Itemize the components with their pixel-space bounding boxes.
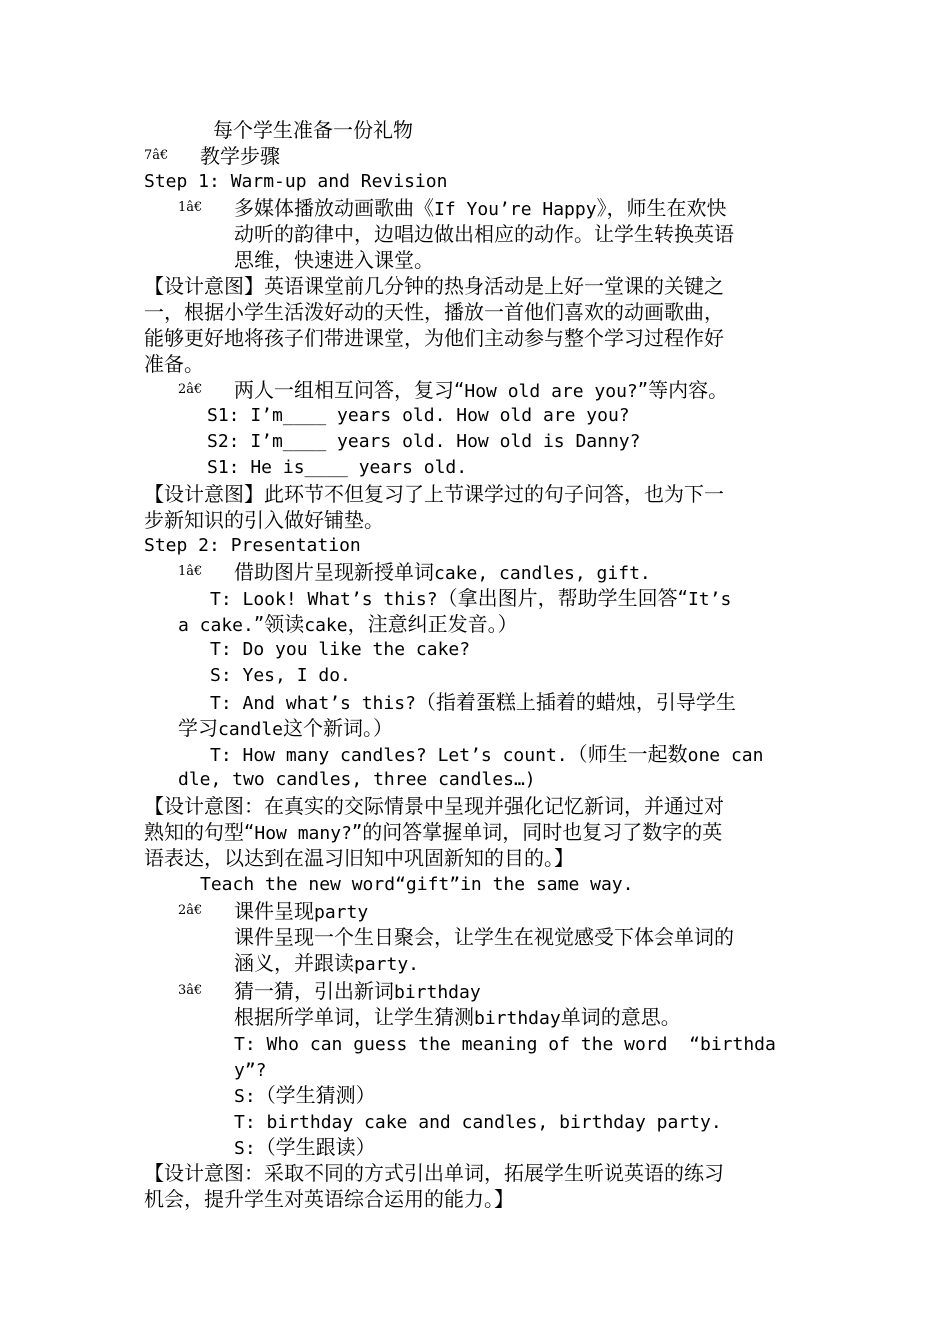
dialogue-line: T: And what’s this?（指着蛋糕上插着的蜡烛，引导学生 bbox=[210, 690, 736, 714]
text-line: 涵义，并跟读party. bbox=[234, 951, 420, 975]
step-heading: Step 2: Presentation bbox=[144, 535, 361, 556]
dialogue-line: T: Do you like the cake? bbox=[210, 639, 471, 660]
dialogue-line: S1: I’m____ years old. How old are you? bbox=[207, 405, 630, 426]
list-marker: 1â€ bbox=[178, 564, 203, 579]
text-line: 动听的韵律中，边唱边做出相应的动作。让学生转换英语 bbox=[234, 222, 734, 246]
design-intent: 【设计意图】英语课堂前几分钟的热身活动是上好一堂课的关键之 bbox=[144, 274, 724, 298]
dialogue-line: y”? bbox=[234, 1060, 267, 1081]
text-line: 熟知的句型“How many?”的问答掌握单词，同时也复习了数字的英 bbox=[144, 820, 723, 844]
dialogue-line: S1: He is____ years old. bbox=[207, 457, 468, 478]
step-heading: Step 1: Warm-up and Revision bbox=[144, 171, 448, 192]
dialogue-line: S: Yes, I do. bbox=[210, 665, 351, 686]
text-line: 课件呈现party bbox=[234, 899, 369, 923]
text-line: 思维，快速进入课堂。 bbox=[234, 248, 434, 272]
dialogue-line: a cake.”领读cake，注意纠正发音。） bbox=[178, 612, 518, 636]
dialogue-line: 学习candle这个新词。） bbox=[178, 716, 394, 740]
text-line: Teach the new word“gift”in the same way. bbox=[200, 874, 634, 895]
text-line: 语表达，以达到在温习旧知中巩固新知的目的。】 bbox=[144, 846, 574, 870]
list-marker: 2â€ bbox=[178, 903, 203, 918]
text-line: 课件呈现一个生日聚会，让学生在视觉感受下体会单词的 bbox=[234, 925, 734, 949]
list-marker: 2â€ bbox=[178, 382, 203, 397]
list-marker: 1â€ bbox=[178, 200, 203, 215]
text-line: 每个学生准备一份礼物 bbox=[213, 118, 413, 142]
design-intent: 【设计意图】此环节不但复习了上节课学过的句子问答，也为下一 bbox=[144, 482, 724, 506]
list-marker: 3â€ bbox=[178, 983, 203, 998]
dialogue-line: T: How many candles? Let’s count.（师生一起数one can bbox=[210, 742, 764, 766]
text-line: 多媒体播放动画歌曲《If You’re Happy》，师生在欢快 bbox=[234, 196, 727, 220]
text-line: 准备。 bbox=[144, 352, 204, 376]
text-line: 机会，提升学生对英语综合运用的能力。】 bbox=[144, 1187, 514, 1211]
text-line: 两人一组相互问答，复习“How old are you?”等内容。 bbox=[234, 378, 729, 402]
dialogue-line: S:（学生跟读） bbox=[234, 1135, 376, 1159]
text-line: 借助图片呈现新授单词cake, candles, gift. bbox=[234, 560, 651, 584]
text-line: 猜一猜，引出新词birthday bbox=[234, 979, 481, 1003]
design-intent: 【设计意图：在真实的交际情景中呈现并强化记忆新词，并通过对 bbox=[144, 794, 724, 818]
dialogue-line: T: Who can guess the meaning of the word “birthda bbox=[234, 1034, 776, 1055]
section-heading: 教学步骤 bbox=[200, 144, 280, 168]
design-intent: 【设计意图：采取不同的方式引出单词，拓展学生听说英语的练习 bbox=[144, 1161, 724, 1185]
text-line: 能够更好地将孩子们带进课堂，为他们主动参与整个学习过程作好 bbox=[144, 326, 724, 350]
dialogue-line: S2: I’m____ years old. How old is Danny? bbox=[207, 431, 641, 452]
dialogue-line: T: birthday cake and candles, birthday party. bbox=[234, 1112, 722, 1133]
list-marker: 7â€ bbox=[144, 148, 169, 163]
text-line: 步新知识的引入做好铺垫。 bbox=[144, 508, 384, 532]
dialogue-line: dle, two candles, three candles…) bbox=[178, 769, 536, 790]
text-line: 根据所学单词，让学生猜测birthday单词的意思。 bbox=[234, 1005, 681, 1029]
dialogue-line: S:（学生猜测） bbox=[234, 1083, 376, 1107]
text-line: 一，根据小学生活泼好动的天性，播放一首他们喜欢的动画歌曲， bbox=[144, 300, 724, 324]
dialogue-line: T: Look! What’s this?（拿出图片，帮助学生回答“It’s bbox=[210, 586, 732, 610]
